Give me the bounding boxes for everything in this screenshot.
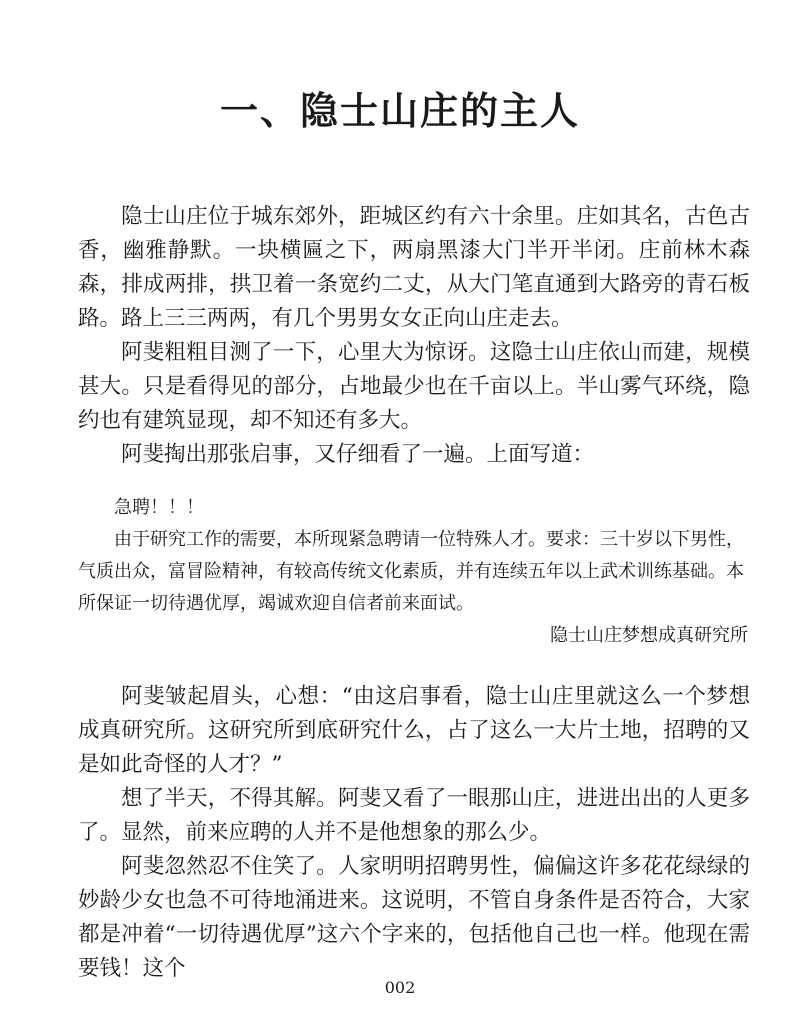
- notice-body: 由于研究工作的需要，本所现紧急聘请一位特殊人才。要求：三十岁以下男性，气质出众，富冒险精神，有较高传统文化素质，并有连续五年以上武术训练基础。本所保证一切待遇优厚，竭诚欢迎自信者前来面试。: [78, 529, 744, 614]
- body-section-2: [78, 680, 750, 986]
- paragraph: 阿斐粗粗目测了一下，心里大为惊讶。这隐士山庄依山而建，规模甚大。只是看得见的部分，占地最少也在千亩以上。半山雾气环绕，隐约也有建筑显现，却不知还有多大。: [78, 340, 750, 433]
- paragraph: 阿斐皱起眉头，心想：“由这启事看，隐士山庄里就这么一个梦想成真研究所。这研究所到底研究什么，占了这么一大片土地，招聘的又是如此奇怪的人才？”: [78, 684, 750, 777]
- paragraph: 想了半天，不得其解。阿斐又看了一眼那山庄，进进出出的人更多了。显然，前来应聘的人并不是他想象的那么少。: [78, 786, 750, 845]
- body-section-1: [78, 200, 750, 472]
- paragraph: 阿斐掏出那张启事，又仔细看了一遍。上面写道：: [121, 442, 595, 467]
- chapter-title: 一、隐士山庄的主人: [219, 89, 580, 133]
- job-notice: [78, 492, 750, 652]
- notice-signature: 隐士山庄梦想成真研究所: [550, 625, 748, 646]
- paragraph: 隐士山庄位于城东郊外，距城区约有六十余里。庄如其名，古色古香，幽雅静默。一块横匾之下，两扇黑漆大门半开半闭。庄前林木森森，排成两排，拱卫着一条宽约二丈，从大门笔直通到大路旁的青石板路。路上三三两两，有几个男男女女正向山庄走去。: [78, 204, 750, 331]
- page-number: 002: [384, 978, 416, 997]
- notice-heading: 急聘！！！: [114, 497, 204, 518]
- paragraph: 阿斐忽然忍不住笑了。人家明明招聘男性，偏偏这许多花花绿绿的妙龄少女也急不可待地涌进来。这说明，不管自身条件是否符合，大家都是冲着“一切待遇优厚”这六个字来的，包括他自己也一样。他现在需要钱！这个: [78, 854, 750, 981]
